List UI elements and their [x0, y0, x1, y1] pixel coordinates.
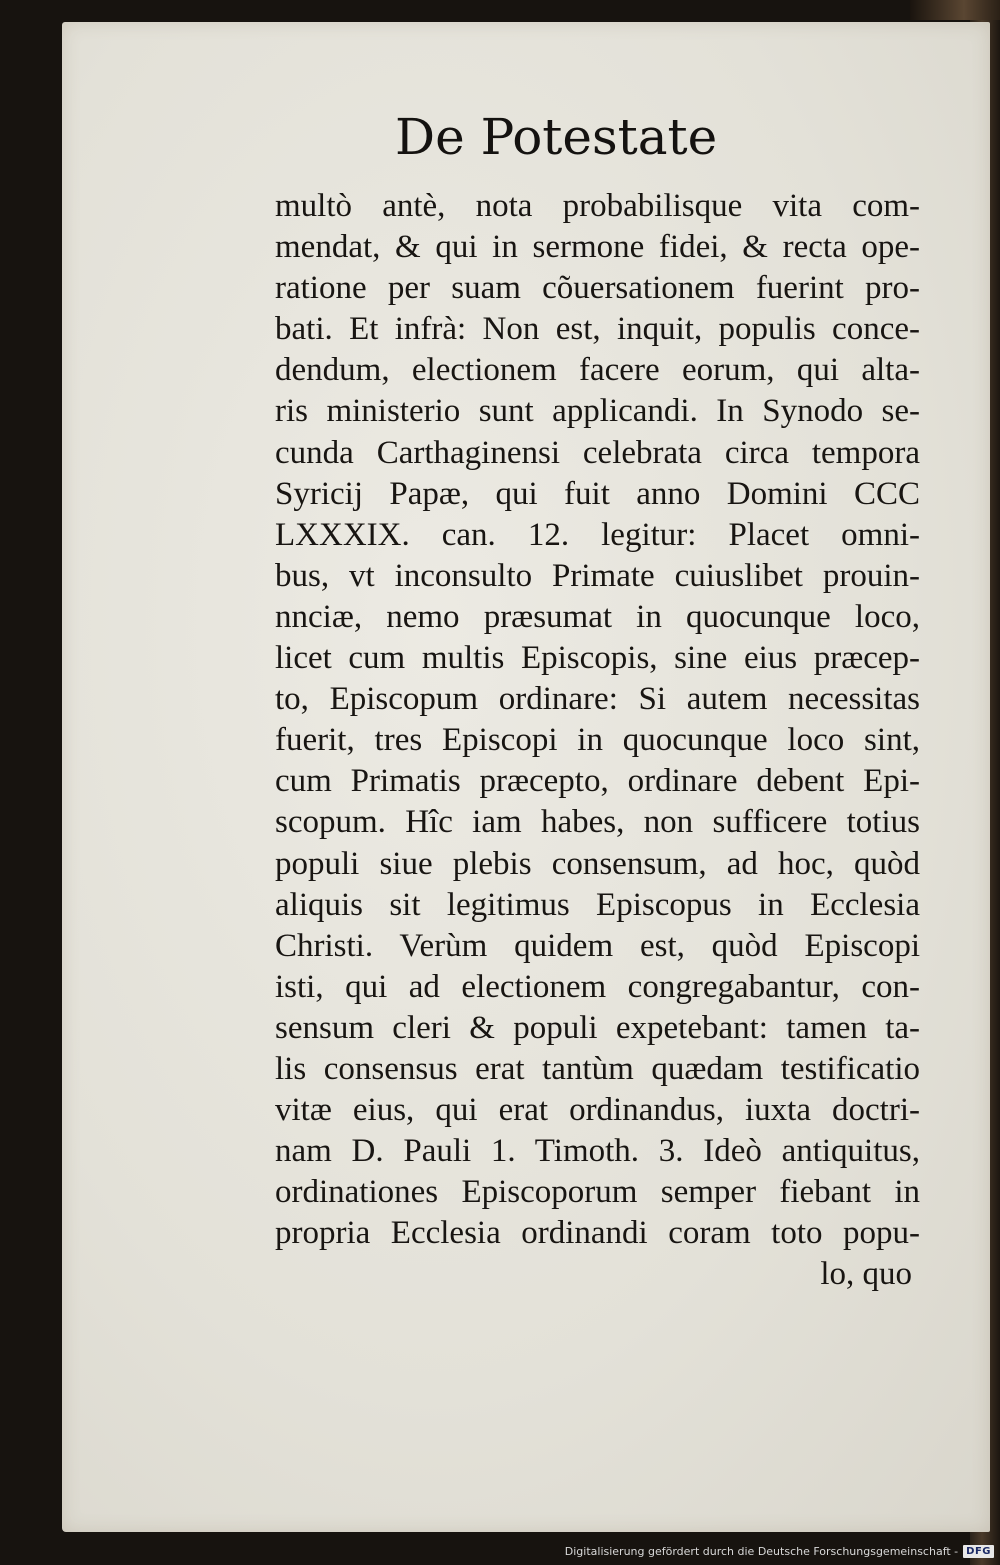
text-line: scopum. Hîc iam habes, non sufficere totius — [275, 804, 920, 841]
text-line: isti, qui ad electionem congregabantur, con- — [275, 968, 920, 1005]
text-line: bati. Et infrà: Non est, inquit, populis conce- — [275, 311, 920, 348]
running-head: De Potestate — [395, 108, 718, 166]
body-text — [275, 186, 920, 1296]
text-line: fuerit, tres Episcopi in quocunque loco sint, — [275, 722, 920, 759]
text-line: cum Primatis præcepto, ordinare debent Epi- — [275, 763, 920, 800]
text-line: mendat, & qui in sermone fidei, & recta ope- — [275, 229, 920, 266]
text-line: licet cum multis Episcopis, sine eius præcep- — [275, 640, 920, 677]
text-line: cunda Carthaginensi celebrata circa tempora — [275, 434, 920, 471]
text-line: ordinationes Episcoporum semper fiebant in — [275, 1174, 920, 1211]
text-line: propria Ecclesia ordinandi coram toto popu- — [275, 1215, 920, 1252]
dfg-logo: DFG — [963, 1545, 994, 1558]
text-line: ratione per suam cõuersationem fuerint pro- — [275, 270, 920, 307]
text-line: to, Episcopum ordinare: Si autem necessitas — [275, 681, 920, 718]
text-line: Christi. Verùm quidem est, quòd Episcopi — [275, 927, 920, 964]
text-line: nnciæ, nemo præsumat in quocunque loco, — [275, 598, 920, 635]
text-line: nam D. Pauli 1. Timoth. 3. Ideò antiquitus, — [275, 1133, 920, 1170]
text-line: aliquis sit legitimus Episcopus in Ecclesia — [275, 886, 920, 923]
text-line: LXXXIX. can. 12. legitur: Placet omni- — [275, 516, 920, 553]
footer-text: Digitalisierung gefördert durch die Deutsche Forschungsgemeinschaft - — [564, 1545, 959, 1558]
text-line: bus, vt inconsulto Primate cuiuslibet prouin- — [275, 557, 920, 594]
text-line: lis consensus erat tantùm quædam testificatio — [275, 1050, 920, 1087]
text-line: dendum, electionem facere eorum, qui alta- — [275, 352, 920, 389]
catchword: lo, quo — [820, 1256, 912, 1293]
text-line: ris ministerio sunt applicandi. In Synodo se- — [275, 393, 920, 430]
text-line: populi siue plebis consensum, ad hoc, quòd — [275, 845, 920, 882]
book-edge — [910, 0, 1000, 20]
text-line: multò antè, nota probabilisque vita com- — [275, 188, 920, 224]
text-line: vitæ eius, qui erat ordinandus, iuxta doctri- — [275, 1092, 920, 1129]
text-line: Syricij Papæ, qui fuit anno Domini CCC — [275, 475, 920, 512]
digitization-credit — [565, 1545, 994, 1558]
text-line: sensum cleri & populi expetebant: tamen ta- — [275, 1009, 920, 1046]
